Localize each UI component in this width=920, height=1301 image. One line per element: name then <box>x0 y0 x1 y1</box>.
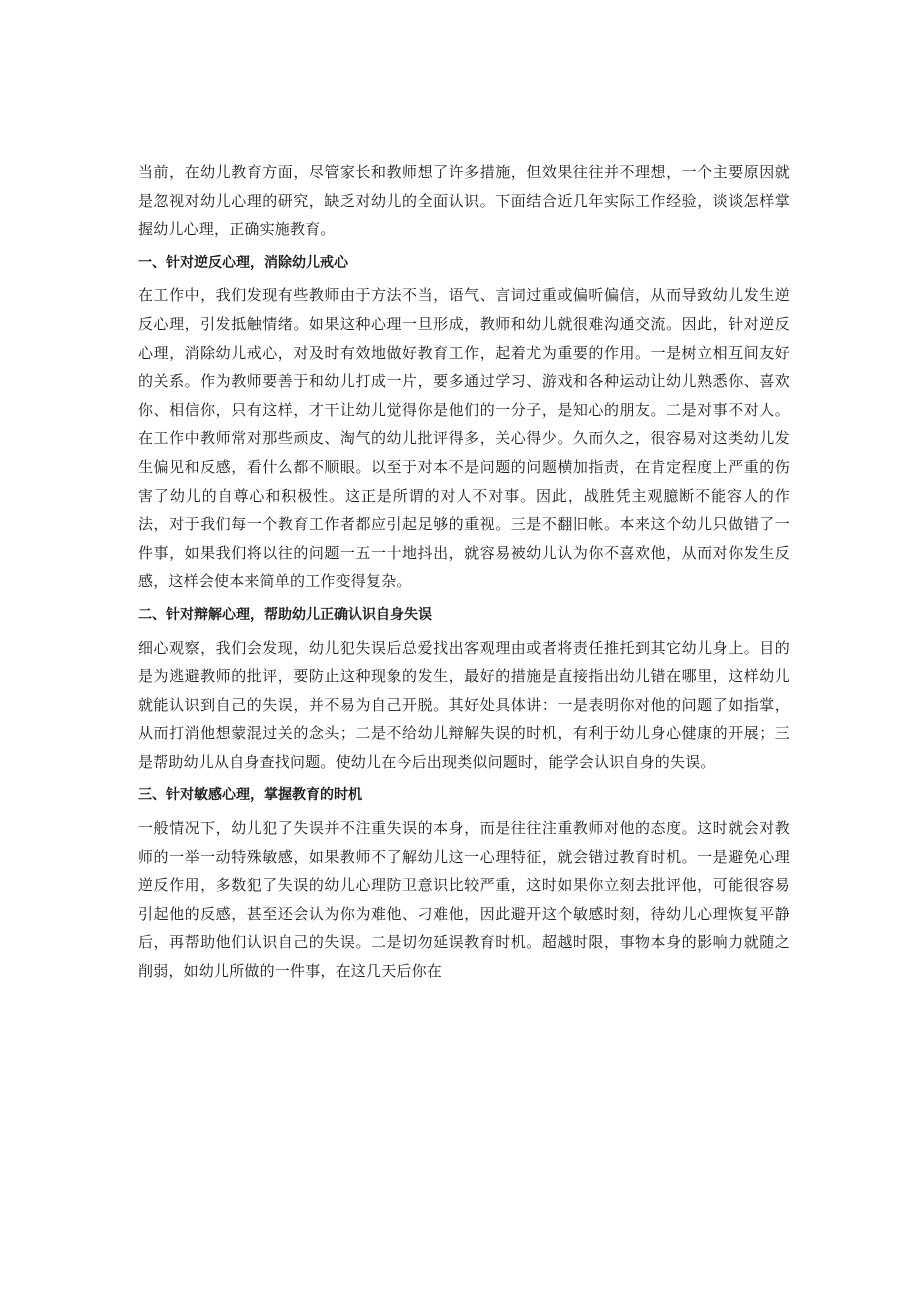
section-1-body: 在工作中，我们发现有些教师由于方法不当，语气、言词过重或偏听偏信，从而导致幼儿发生逆反心理，引发抵触情绪。如果这种心理一旦形成，教师和幼儿就很难沟通交流。因此，针对逆反心理，消除幼儿戒心，对及时有效地做好教育工作，起着尤为重要的作用。一是树立相互间友好的关系。作为教师要善于和幼儿打成一片，要多通过学习、游戏和各种运动让幼儿熟悉你、喜欢你、相信你，只有这样，才干让幼儿觉得你是他们的一分子，是知心的朋友。二是对事不对人。在工作中教师常对那些顽皮、淘气的幼儿批评得多，关心得少。久而久之，很容易对这类幼儿发生偏见和反感，看什么都不顺眼。以至于对本不是问题的问题横加指责，在肯定程度上严重的伤害了幼儿的自尊心和积极性。这正是所谓的对人不对事。因此，战胜凭主观臆断不能容人的作法，对于我们每一个教育工作者都应引起足够的重视。三是不翻旧帐。本来这个幼儿只做错了一件事，如果我们将以往的问题一五一十地抖出，就容易被幼儿认为你不喜欢他，从而对你发生反感，这样会使本来简单的工作变得复杂。 <box>138 286 790 591</box>
section-2-body: 细心观察，我们会发现，幼儿犯失误后总爱找出客观理由或者将责任推托到其它幼儿身上。目的是为逃避教师的批评，要防止这种现象的发生，最好的措施是直接指出幼儿错在哪里，这样幼儿就能认识到自己的失误，并不易为自己开脱。其好处具体讲：一是表明你对他的问题了如指掌，从而打消他想蒙混过关的念头；二是不给幼儿辩解失误的时机，有利于幼儿身心健康的开展；三是帮助幼儿从自身查找问题。使幼儿在今后出现类似问题时，能学会认识自身的失误。 <box>138 638 790 771</box>
intro-paragraph: 当前，在幼儿教育方面，尽管家长和教师想了许多措施，但效果往往并不理想，一个主要原因就是忽视对幼儿心理的研究，缺乏对幼儿的全面认识。下面结合近几年实际工作经验，谈谈怎样掌握幼儿心理，正确实施教育。 <box>138 163 790 239</box>
section-2-heading: 二、针对辩解心理，帮助幼儿正确认识自身失误 <box>138 606 432 623</box>
section-1-heading: 一、针对逆反心理，消除幼儿戒心 <box>138 254 348 271</box>
section-3-heading: 三、针对敏感心理，掌握教育的时机 <box>138 787 362 804</box>
section-3-body: 一般情况下，幼儿犯了失误并不注重失误的本身，而是往往注重教师对他的态度。这时就会对教师的一举一动特殊敏感，如果教师不了解幼儿这一心理特征，就会错过教育时机。一是避免心理逆反作用，多数犯了失误的幼儿心理防卫意识比较严重，这时如果你立刻去批评他，可能很容易引起他的反感，甚至还会认为你为难他、刁难他，因此避开这个敏感时刻，待幼儿心理恢复平静后，再帮助他们认识自己的失误。二是切勿延误教育时机。超越时限，事物本身的影响力就随之削弱，如幼儿所做的一件事，在这几天后你在 <box>138 819 790 981</box>
document-page <box>138 158 790 986</box>
